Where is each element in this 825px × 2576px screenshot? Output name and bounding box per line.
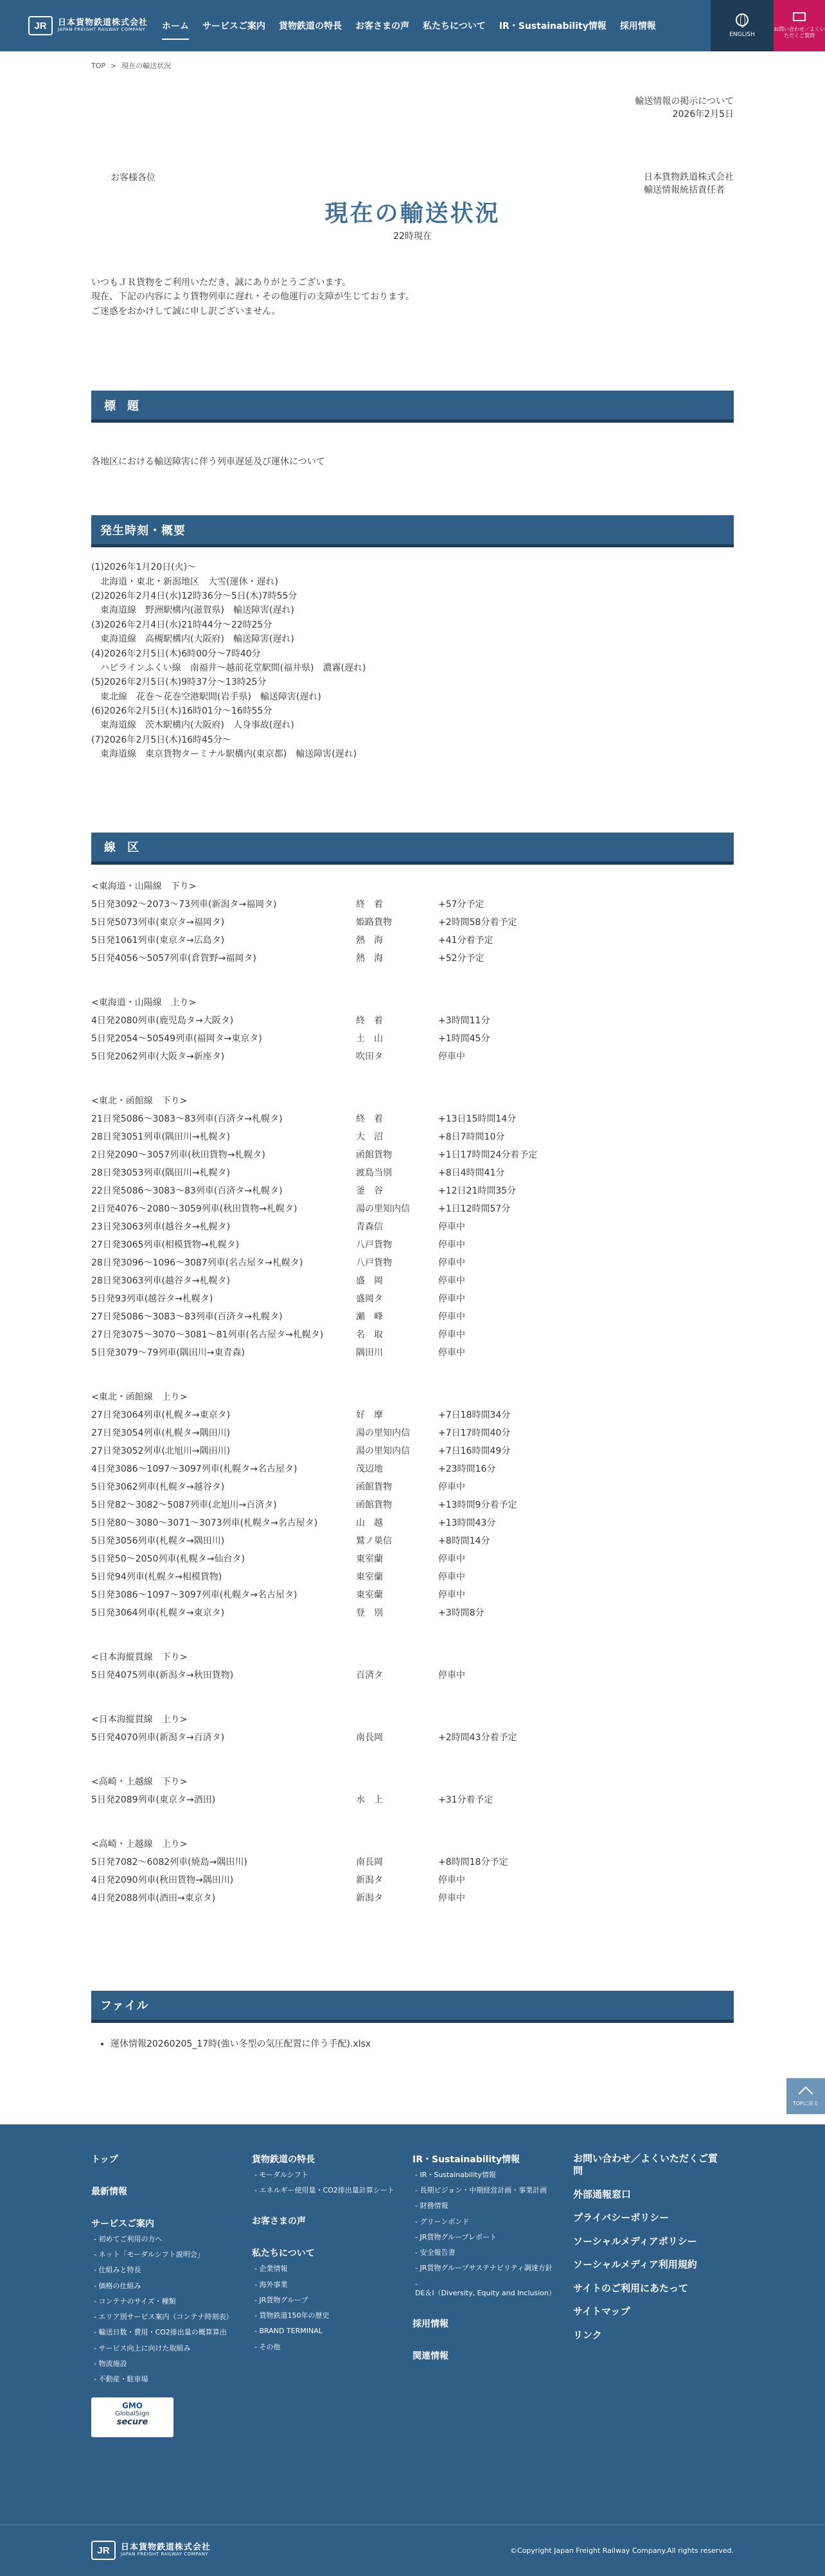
footer-link[interactable]: - コンテナのサイズ・種類 bbox=[94, 2297, 239, 2306]
file-link[interactable]: • 運休情報20260205_17時(強い冬型の気圧配置に伴う手配).xlsx bbox=[111, 2037, 734, 2050]
main-content bbox=[91, 96, 734, 2050]
posting-date: 2026年2月5日 bbox=[672, 109, 734, 120]
train-delay: 停車中 bbox=[438, 1275, 465, 1286]
footer-link[interactable]: 外部通報窓口 bbox=[573, 2188, 632, 2200]
train-delay: 停車中 bbox=[438, 1892, 465, 1903]
footer-link[interactable]: - グリーンボンド bbox=[415, 2218, 560, 2227]
occurrence-line: (4)2026年2月5日(木)6時00分〜7時40分 bbox=[91, 648, 261, 659]
train-delay: +7日17時間40分 bbox=[438, 1427, 511, 1438]
train-delay: 停車中 bbox=[438, 1481, 465, 1492]
train-delay: +12日21時間35分 bbox=[438, 1185, 517, 1196]
train-delay: +8日4時間41分 bbox=[438, 1167, 505, 1178]
train-name: 5日発3086〜1097〜3097列車(札幌タ→名古屋タ) bbox=[91, 1589, 297, 1600]
occurrence-line: (5)2026年2月5日(木)9時37分〜13時25分 bbox=[91, 677, 267, 688]
train-delay: +31分着予定 bbox=[438, 1794, 493, 1805]
breadcrumb-top[interactable]: TOP bbox=[91, 62, 106, 70]
train-row bbox=[91, 1110, 734, 1128]
train-name: 5日発4056〜5057列車(倉賀野→福岡タ) bbox=[91, 953, 256, 964]
train-name: 28日発3051列車(隅田川→札幌タ) bbox=[91, 1131, 231, 1142]
footer-link[interactable]: ソーシャルメディアポリシー bbox=[573, 2235, 697, 2247]
train-station: 南長岡 bbox=[356, 1732, 383, 1743]
train-row bbox=[91, 1889, 734, 1907]
badge-text: GlobalSign bbox=[115, 2410, 150, 2417]
section-heading-lines bbox=[91, 833, 734, 865]
posting-label: 輸送情報の掲示について bbox=[635, 96, 734, 107]
logo-company-ja: 日本貨物鉄道株式会社 bbox=[121, 2543, 211, 2553]
train-delay: +23時間16分 bbox=[438, 1463, 496, 1474]
line-group bbox=[91, 1388, 734, 1622]
train-delay: +13時間43分 bbox=[438, 1517, 496, 1528]
train-station: 鷲ノ巣信 bbox=[356, 1535, 392, 1546]
copyright: ©Copyright Japan Freight Railway Company.All rights reserved. bbox=[510, 2546, 734, 2555]
site-header bbox=[0, 0, 825, 51]
train-delay: +41分着予定 bbox=[438, 935, 493, 946]
train-name: 4日発2088列車(酒田→東京タ) bbox=[91, 1892, 216, 1903]
global-nav bbox=[162, 0, 670, 51]
train-delay: +1日17時間24分着予定 bbox=[438, 1149, 538, 1160]
train-station: 百済タ bbox=[356, 1670, 383, 1681]
train-delay: 停車中 bbox=[438, 1311, 465, 1322]
train-name: 2日発2090〜3057列車(秋田貨物→札幌タ) bbox=[91, 1149, 265, 1160]
train-station: 姫路貨物 bbox=[356, 917, 392, 928]
train-delay: +57分予定 bbox=[438, 899, 484, 910]
train-row bbox=[91, 1012, 734, 1030]
train-row bbox=[91, 1460, 734, 1478]
page-title: 現在の輸送状況 bbox=[324, 200, 501, 227]
train-delay: 停車中 bbox=[438, 1051, 465, 1062]
subject-text: 各地区における輸送障害に伴う列車遅延及び運休について bbox=[91, 457, 325, 468]
train-name: 5日発3079〜79列車(隅田川→東青森) bbox=[91, 1347, 245, 1358]
train-station: 新潟タ bbox=[356, 1892, 383, 1903]
train-name: 4日発2090列車(秋田貨物→隅田川) bbox=[91, 1875, 234, 1885]
occurrence-line: (7)2026年2月5日(木)16時45分〜 bbox=[91, 734, 231, 745]
footer-link[interactable]: サイトのご利用にあたって bbox=[573, 2282, 688, 2294]
footer-link[interactable]: - 安全報告書 bbox=[415, 2248, 560, 2257]
train-station: 熱 海 bbox=[356, 953, 383, 964]
occurrence-line: (6)2026年2月5日(木)16時01分〜16時55分 bbox=[91, 706, 272, 717]
line-group bbox=[91, 878, 734, 967]
badge-text: GMO bbox=[122, 2401, 143, 2410]
train-station: 山 越 bbox=[356, 1517, 383, 1528]
train-delay: +8時間14分 bbox=[438, 1535, 490, 1546]
train-row bbox=[91, 913, 734, 931]
section-heading-occurrence bbox=[91, 515, 734, 547]
train-station: 湯の里知内信 bbox=[356, 1203, 410, 1214]
footer-link-top[interactable]: トップ bbox=[91, 2154, 118, 2165]
train-name: 5日発1061列車(東京タ→広島タ) bbox=[91, 935, 225, 946]
train-station: 東室蘭 bbox=[356, 1571, 383, 1582]
train-row bbox=[91, 1030, 734, 1048]
footer-link[interactable]: お問い合わせ／よくいただくご質問 bbox=[573, 2152, 718, 2177]
footer-link[interactable]: - 企業情報 bbox=[254, 2264, 400, 2273]
train-name: 5日発3092〜2073〜73列車(新潟タ→福岡タ) bbox=[91, 899, 277, 910]
train-station: 函館貨物 bbox=[356, 1149, 392, 1160]
train-name: 4日発2080列車(鹿児島タ→大阪タ) bbox=[91, 1015, 234, 1026]
train-delay: +13日15時間14分 bbox=[438, 1113, 517, 1124]
footer-link[interactable]: サイトマップ bbox=[573, 2306, 630, 2318]
footer-col-1 bbox=[91, 2153, 252, 2437]
train-row bbox=[91, 1666, 734, 1684]
line-group-title: <東北・函館線 下り> bbox=[91, 1095, 188, 1106]
train-station: 大 沼 bbox=[356, 1131, 383, 1142]
occurrence-line: 東海道線 東京貨物ターミナル駅構内(東京都) 輸送障害(遅れ) bbox=[91, 749, 357, 760]
section-heading-files bbox=[91, 1991, 734, 2023]
train-row bbox=[91, 1853, 734, 1871]
footer-logo[interactable] bbox=[91, 2541, 211, 2560]
globe-icon bbox=[736, 13, 749, 26]
footer-link[interactable]: - 物流施設 bbox=[94, 2360, 239, 2369]
train-row bbox=[91, 1344, 734, 1362]
contact-label: お問い合わせ／よくいただくご質問 bbox=[774, 26, 825, 39]
footer-bottom bbox=[0, 2525, 825, 2576]
train-name: 4日発3086〜1097〜3097列車(札幌タ→名古屋タ) bbox=[91, 1463, 297, 1474]
train-station: 瀬 峰 bbox=[356, 1311, 383, 1322]
train-row bbox=[91, 1128, 734, 1146]
train-delay: 停車中 bbox=[438, 1571, 465, 1582]
line-group bbox=[91, 1835, 734, 1907]
train-name: 5日発7082〜6082列車(焼島→隅田川) bbox=[91, 1857, 247, 1867]
jr-logo-mark: JR bbox=[91, 2541, 116, 2560]
section-heading-text: 標題 bbox=[104, 399, 150, 413]
train-delay: 停車中 bbox=[438, 1293, 465, 1304]
train-delay: +1時間45分 bbox=[438, 1033, 490, 1044]
train-station: 湯の里知内信 bbox=[356, 1427, 410, 1438]
footer-link[interactable]: - IR・Sustainability情報 bbox=[415, 2171, 560, 2180]
mail-icon bbox=[793, 12, 806, 21]
footer-link-services[interactable]: サービスご案内 bbox=[91, 2218, 154, 2229]
train-row bbox=[91, 1442, 734, 1460]
footer-link-news[interactable]: 最新情報 bbox=[91, 2186, 127, 2197]
logo-company-ja: 日本貨物鉄道株式会社 bbox=[58, 18, 148, 28]
train-station: 釜 谷 bbox=[356, 1185, 383, 1196]
occurrence-line: 北海道・東北・新潟地区 大雪(運休・遅れ) bbox=[91, 576, 278, 587]
train-station: 水 上 bbox=[356, 1794, 383, 1805]
status-time: 22時現在 bbox=[393, 231, 432, 242]
train-name: 27日発3075〜3070〜3081〜81列車(名古屋タ→札幌タ) bbox=[91, 1329, 324, 1340]
footer-link[interactable]: - JR貨物グループ bbox=[254, 2296, 400, 2305]
train-row bbox=[91, 1791, 734, 1809]
intro-text bbox=[91, 276, 734, 319]
nav-recruit[interactable]: 採用情報 bbox=[619, 21, 656, 31]
train-delay: +8日7時間10分 bbox=[438, 1131, 505, 1142]
line-group-title: <日本海縦貫線 下り> bbox=[91, 1652, 188, 1663]
train-name: 27日発3054列車(札幌タ→隅田川) bbox=[91, 1427, 231, 1438]
train-name: 27日発3052列車(北旭川→隅田川) bbox=[91, 1445, 231, 1456]
train-station: 渡島当別 bbox=[356, 1167, 392, 1178]
train-delay: +1日12時間57分 bbox=[438, 1203, 511, 1214]
train-row bbox=[91, 949, 734, 967]
train-station: 八戸貨物 bbox=[356, 1239, 392, 1250]
footer-link-ir[interactable]: IR・Sustainability情報 bbox=[412, 2154, 520, 2165]
english-label: ENGLISH bbox=[729, 31, 755, 38]
train-name: 5日発80〜3080〜3071〜3073列車(札幌タ→名古屋タ) bbox=[91, 1517, 318, 1528]
train-name: 5日発50〜2050列車(札幌タ→仙台タ) bbox=[91, 1553, 245, 1564]
train-delay: +7日16時間49分 bbox=[438, 1445, 511, 1456]
train-station: 南長岡 bbox=[356, 1857, 383, 1867]
breadcrumb-current: 現在の輸送状況 bbox=[121, 62, 172, 70]
train-name: 5日発94列車(札幌タ→相模貨物) bbox=[91, 1571, 222, 1582]
train-name: 5日発82〜3082〜5087列車(北旭川→百済タ) bbox=[91, 1499, 277, 1510]
nav-voices[interactable]: お客さまの声 bbox=[355, 21, 410, 31]
footer-link-features[interactable]: 貨物鉄道の特長 bbox=[252, 2154, 315, 2165]
train-delay: 停車中 bbox=[438, 1239, 465, 1250]
train-delay: +3時間11分 bbox=[438, 1015, 490, 1026]
nav-services[interactable]: サービスご案内 bbox=[202, 21, 266, 31]
occurrence-line: (2)2026年2月4日(水)12時36分〜5日(木)7時55分 bbox=[91, 590, 297, 601]
footer-link[interactable]: - その他 bbox=[254, 2343, 400, 2352]
train-station: 盛 岡 bbox=[356, 1275, 383, 1286]
train-name: 5日発2089列車(東京タ→酒田) bbox=[91, 1794, 216, 1805]
footer-link[interactable]: - モーダルシフト bbox=[254, 2171, 400, 2180]
footer-link[interactable]: ソーシャルメディア利用規約 bbox=[573, 2259, 697, 2271]
train-station: 東室蘭 bbox=[356, 1589, 383, 1600]
section-heading-text: ファイル bbox=[100, 1999, 149, 2013]
train-delay: 停車中 bbox=[438, 1589, 465, 1600]
train-row bbox=[91, 1048, 734, 1066]
train-row bbox=[91, 1182, 734, 1200]
train-name: 28日発3053列車(隅田川→札幌タ) bbox=[91, 1167, 231, 1178]
train-delay: 停車中 bbox=[438, 1875, 465, 1885]
train-name: 5日発3056列車(札幌タ→隅田川) bbox=[91, 1535, 225, 1546]
logo-company-en: JAPAN FREIGHT RAILWAY COMPANY bbox=[121, 2552, 209, 2557]
train-name: 27日発3065列車(相模貨物→札幌タ) bbox=[91, 1239, 240, 1250]
footer-link[interactable]: - DE＆I（Diversity, Equity and Inclusion） bbox=[415, 2280, 560, 2298]
nav-home[interactable]: ホーム bbox=[162, 15, 189, 36]
occurrence-line: 東海道線 茨木駅構内(大阪府) 人身事故(遅れ) bbox=[91, 720, 294, 731]
line-group-title: <東海道・山陽線 下り> bbox=[91, 881, 197, 892]
train-row bbox=[91, 1326, 734, 1344]
footer-link[interactable]: - 仕組みと特長 bbox=[94, 2266, 239, 2275]
train-row bbox=[91, 1146, 734, 1164]
train-row bbox=[91, 1218, 734, 1236]
salutation: お客様各位 bbox=[111, 173, 155, 183]
train-name: 5日発93列車(越谷タ→札幌タ) bbox=[91, 1293, 213, 1304]
footer-link[interactable]: - 不動産・駐車場 bbox=[94, 2375, 239, 2384]
footer-link[interactable]: - 海外事業 bbox=[254, 2280, 400, 2289]
line-group bbox=[91, 1773, 734, 1809]
file-list bbox=[91, 2037, 734, 2050]
train-row bbox=[91, 1586, 734, 1604]
footer-link[interactable]: - エリア別サービス案内（コンテナ時刻表） bbox=[94, 2313, 239, 2322]
train-row bbox=[91, 1272, 734, 1290]
train-name: 5日発3064列車(札幌タ→東京タ) bbox=[91, 1607, 225, 1618]
train-delay: 停車中 bbox=[438, 1257, 465, 1268]
train-row bbox=[91, 1871, 734, 1889]
train-delay: +13時間9分着予定 bbox=[438, 1499, 517, 1510]
occurrence-line: (1)2026年1月20日(火)〜 bbox=[91, 562, 197, 573]
train-row bbox=[91, 1478, 734, 1496]
footer-link[interactable]: - 価格の仕組み bbox=[94, 2282, 239, 2291]
contact-button[interactable] bbox=[774, 0, 825, 51]
line-group bbox=[91, 1648, 734, 1684]
train-name: 27日発3064列車(札幌タ→東京タ) bbox=[91, 1409, 231, 1420]
train-row bbox=[91, 1532, 734, 1550]
nav-features[interactable]: 貨物鉄道の特長 bbox=[279, 21, 342, 31]
line-group bbox=[91, 1711, 734, 1747]
english-button[interactable] bbox=[711, 0, 774, 51]
intro-line: 現在、下記の内容により貨物列車に遅れ・その他運行の支障が生じております。 bbox=[91, 292, 414, 303]
train-station: 好 摩 bbox=[356, 1409, 383, 1420]
train-delay: +52分予定 bbox=[438, 953, 484, 964]
footer-link-related[interactable]: 関連情報 bbox=[412, 2351, 448, 2362]
footer-link[interactable]: - 長期ビジョン・中期経営計画・事業計画 bbox=[415, 2186, 560, 2195]
footer-link-recruit[interactable]: 採用情報 bbox=[412, 2319, 448, 2330]
train-row bbox=[91, 931, 734, 949]
train-name: 23日発3063列車(越谷タ→札幌タ) bbox=[91, 1221, 231, 1232]
footer-link[interactable]: - 貨物鉄道150年の歴史 bbox=[254, 2311, 400, 2320]
badge-text: secure bbox=[116, 2417, 148, 2427]
line-group bbox=[91, 994, 734, 1066]
train-station: 熱 海 bbox=[356, 935, 383, 946]
train-station: 終 着 bbox=[356, 1113, 383, 1124]
train-station: 吹田タ bbox=[356, 1051, 383, 1062]
line-group-title: <日本海縦貫線 上り> bbox=[91, 1714, 188, 1725]
train-name: 28日発3096〜1096〜3087列車(名古屋タ→札幌タ) bbox=[91, 1257, 303, 1268]
train-row bbox=[91, 1729, 734, 1747]
train-delay: 停車中 bbox=[438, 1329, 465, 1340]
train-name: 2日発4076〜2080〜3059列車(秋田貨物→札幌タ) bbox=[91, 1203, 297, 1214]
footer-link[interactable]: - ネット「モーダルシフト説明会」 bbox=[94, 2250, 239, 2259]
train-station: 名 取 bbox=[356, 1329, 383, 1340]
train-name: 5日発2062列車(大阪タ→新座タ) bbox=[91, 1051, 225, 1062]
footer-link[interactable]: - JR貨物グループサステナビリティ調達方針 bbox=[415, 2264, 560, 2273]
section-heading-text: 線区 bbox=[104, 841, 150, 855]
train-delay: 停車中 bbox=[438, 1221, 465, 1232]
train-row bbox=[91, 1290, 734, 1308]
train-station: 八戸貨物 bbox=[356, 1257, 392, 1268]
train-station: 登 別 bbox=[356, 1607, 383, 1618]
occurrence-line: 東北線 花巻〜花巻空港駅間(岩手県) 輸送障害(遅れ) bbox=[91, 691, 321, 702]
footer-col-3 bbox=[412, 2153, 573, 2437]
site-logo[interactable] bbox=[28, 16, 148, 35]
footer-link[interactable]: - 初めてご利用の方へ bbox=[94, 2235, 239, 2244]
train-name: 21日発5086〜3083〜83列車(百済タ→札幌タ) bbox=[91, 1113, 283, 1124]
train-delay: 停車中 bbox=[438, 1553, 465, 1564]
train-delay: +8時間18分予定 bbox=[438, 1857, 508, 1867]
train-station: 終 着 bbox=[356, 899, 383, 910]
train-delay: +2時間58分着予定 bbox=[438, 917, 517, 928]
train-row bbox=[91, 1200, 734, 1218]
train-station: 函館貨物 bbox=[356, 1481, 392, 1492]
issuer bbox=[644, 171, 734, 197]
train-station: 茂辺地 bbox=[356, 1463, 383, 1474]
train-row bbox=[91, 1568, 734, 1586]
train-station: 隅田川 bbox=[356, 1347, 383, 1358]
globalsign-badge[interactable] bbox=[91, 2397, 173, 2437]
footer-link[interactable]: - BRAND TERMINAL bbox=[254, 2327, 400, 2336]
occurrence-line: (3)2026年2月4日(水)21時44分〜22時25分 bbox=[91, 619, 272, 630]
train-name: 27日発5086〜3083〜83列車(百済タ→札幌タ) bbox=[91, 1311, 283, 1322]
train-delay: 停車中 bbox=[438, 1347, 465, 1358]
footer-link[interactable]: プライバシーポリシー bbox=[573, 2212, 670, 2224]
train-name: 28日発3063列車(越谷タ→札幌タ) bbox=[91, 1275, 231, 1286]
footer-col-2 bbox=[252, 2153, 412, 2437]
section-heading-subject bbox=[91, 391, 734, 423]
line-group bbox=[91, 1092, 734, 1362]
footer-link[interactable]: - 輸送日数・費用・CO2排出量の概算算出 bbox=[94, 2328, 239, 2337]
train-delay: 停車中 bbox=[438, 1670, 465, 1681]
footer-link[interactable]: - JR貨物グループレポート bbox=[415, 2233, 560, 2242]
train-row bbox=[91, 1496, 734, 1514]
train-row bbox=[91, 1254, 734, 1272]
chevron-up-icon bbox=[799, 2086, 813, 2101]
train-row bbox=[91, 1406, 734, 1424]
footer-link-voices[interactable]: お客さまの声 bbox=[252, 2216, 306, 2227]
train-station: 土 山 bbox=[356, 1033, 383, 1044]
nav-about[interactable]: 私たちについて bbox=[423, 21, 486, 31]
occurrence-list bbox=[91, 560, 734, 761]
train-name: 22日発5086〜3083〜83列車(百済タ→札幌タ) bbox=[91, 1185, 283, 1196]
train-station: 終 着 bbox=[356, 1015, 383, 1026]
train-name: 5日発2054〜50549列車(福岡タ→東京タ) bbox=[91, 1033, 262, 1044]
nav-ir[interactable]: IR・Sustainability情報 bbox=[499, 21, 607, 31]
issuer-role: 輸送情報統括責任者 bbox=[644, 185, 725, 196]
train-row bbox=[91, 1550, 734, 1568]
footer-link-about[interactable]: 私たちについて bbox=[252, 2248, 315, 2259]
train-station: 新潟タ bbox=[356, 1875, 383, 1885]
footer-col-4 bbox=[573, 2153, 734, 2437]
train-name: 5日発5073列車(東京タ→福岡タ) bbox=[91, 917, 225, 928]
logo-company-en: JAPAN FREIGHT RAILWAY COMPANY bbox=[58, 27, 146, 33]
train-delay: +7日18時間34分 bbox=[438, 1409, 511, 1420]
occurrence-line: 東海道線 野洲駅構内(滋賀県) 輸送障害(遅れ) bbox=[91, 605, 294, 616]
occurrence-line: 東海道線 高槻駅構内(大阪府) 輸送障害(遅れ) bbox=[91, 634, 294, 645]
train-row bbox=[91, 1424, 734, 1442]
footer-link[interactable]: - 財務情報 bbox=[415, 2201, 560, 2210]
line-group-title: <東北・函館線 上り> bbox=[91, 1391, 188, 1402]
line-group-title: <東海道・山陽線 上り> bbox=[91, 997, 197, 1008]
site-footer bbox=[0, 2124, 825, 2576]
train-row bbox=[91, 895, 734, 913]
train-station: 青森信 bbox=[356, 1221, 383, 1232]
train-row bbox=[91, 1164, 734, 1182]
intro-line: ご迷惑をおかけして誠に申し訳ございません。 bbox=[91, 306, 281, 317]
train-row bbox=[91, 1514, 734, 1532]
train-name: 5日発4075列車(新潟タ→秋田貨物) bbox=[91, 1670, 234, 1681]
train-station: 函館貨物 bbox=[356, 1499, 392, 1510]
line-group-title: <高崎・上越線 上り> bbox=[91, 1839, 188, 1849]
intro-line: いつもＪＲ貨物をご利用いただき、誠にありがとうございます。 bbox=[91, 278, 351, 288]
train-row bbox=[91, 1604, 734, 1622]
train-name: 5日発3062列車(札幌タ→越谷タ) bbox=[91, 1481, 225, 1492]
train-delay: +3時間8分 bbox=[438, 1607, 484, 1618]
train-delay: +2時間43分着予定 bbox=[438, 1732, 517, 1743]
issuer-company: 日本貨物鉄道株式会社 bbox=[644, 172, 734, 182]
train-row bbox=[91, 1308, 734, 1326]
footer-link[interactable]: - サービス向上に向けた取組み bbox=[94, 2344, 239, 2353]
train-row bbox=[91, 1236, 734, 1254]
train-name: 5日発4070列車(新潟タ→百済タ) bbox=[91, 1732, 225, 1743]
breadcrumb-separator: > bbox=[111, 62, 117, 70]
occurrence-line: ハピラインふくい線 南福井〜越前花堂駅間(福井県) 濃霧(遅れ) bbox=[91, 662, 366, 673]
line-groups bbox=[91, 878, 734, 1907]
section-heading-text: 発生時刻・概要 bbox=[100, 524, 186, 538]
to-top-label: TOPに戻る bbox=[792, 2101, 819, 2106]
train-station: 盛岡タ bbox=[356, 1293, 383, 1304]
to-top-button[interactable] bbox=[786, 2078, 825, 2114]
train-station: 東室蘭 bbox=[356, 1553, 383, 1564]
jr-logo-mark: JR bbox=[28, 16, 53, 35]
line-group-title: <高崎・上越線 下り> bbox=[91, 1776, 188, 1787]
footer-link[interactable]: リンク bbox=[573, 2329, 602, 2341]
posting-info bbox=[635, 95, 734, 121]
train-station: 湯の里知内信 bbox=[356, 1445, 410, 1456]
footer-link[interactable]: - エネルギー使用量・CO2排出量計算シート bbox=[254, 2186, 400, 2195]
